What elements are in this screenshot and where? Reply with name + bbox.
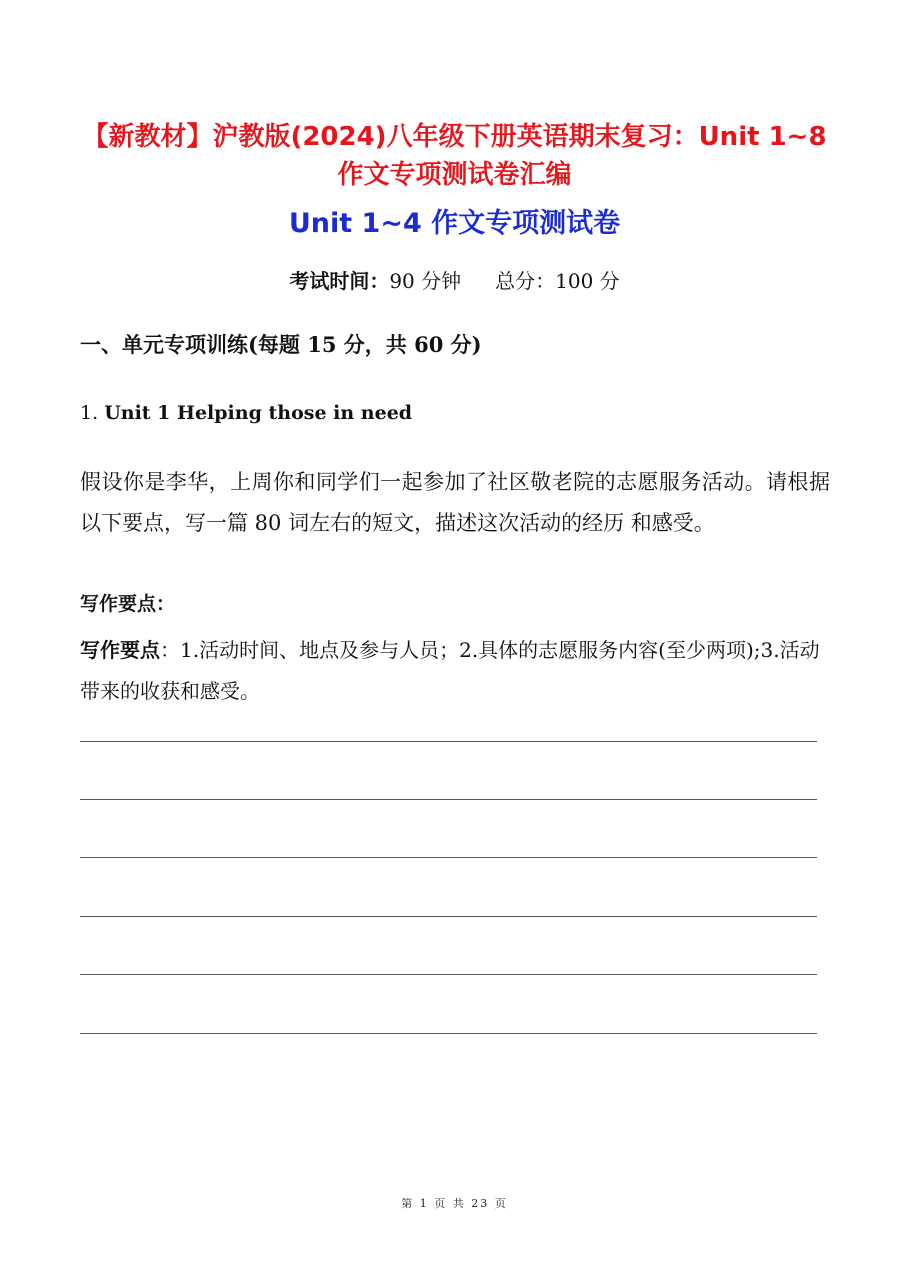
document-title: 【新教材】沪教版(2024)八年级下册英语期末复习：Unit 1~8 作文专项测试卷汇编 bbox=[82, 122, 827, 190]
exam-time-value: 90 分钟 bbox=[389, 269, 462, 293]
answer-line bbox=[80, 916, 817, 917]
answer-line bbox=[80, 974, 817, 975]
exam-time-label: 考试时间： bbox=[289, 269, 390, 293]
answer-line bbox=[80, 857, 817, 858]
question-number: 1. bbox=[80, 402, 99, 424]
answer-line bbox=[80, 799, 817, 800]
document-subtitle: Unit 1~4 作文专项测试卷 bbox=[288, 208, 621, 239]
requirements-text: ：1.活动时间、地点及参与人员；2.具体的志愿服务内容(至少两项);3.活动带来的收获和感受。 bbox=[80, 638, 820, 703]
question-topic: Unit 1 Helping those in need bbox=[104, 402, 413, 424]
requirements-detail bbox=[80, 630, 830, 712]
requirements-label: 写作要点 bbox=[80, 638, 160, 662]
section-heading: 一、单元专项训练(每题 15 分，共 60 分) bbox=[80, 332, 482, 357]
answer-line bbox=[80, 741, 817, 742]
question-prompt: 假设你是李华，上周你和同学们一起参加了社区敬老院的志愿服务活动。请根据以下要点，写一篇 80 词左右的短文，描述这次活动的经历 和感受。 bbox=[80, 470, 830, 535]
requirements-heading: 写作要点： bbox=[80, 593, 176, 615]
total-score-label: 总分： bbox=[495, 269, 556, 293]
page-footer: 第 1 页 共 23 页 bbox=[401, 1197, 508, 1210]
answer-line bbox=[80, 1033, 817, 1034]
total-score-value: 100 分 bbox=[555, 269, 620, 293]
question-title bbox=[80, 398, 412, 428]
exam-info bbox=[80, 266, 829, 296]
